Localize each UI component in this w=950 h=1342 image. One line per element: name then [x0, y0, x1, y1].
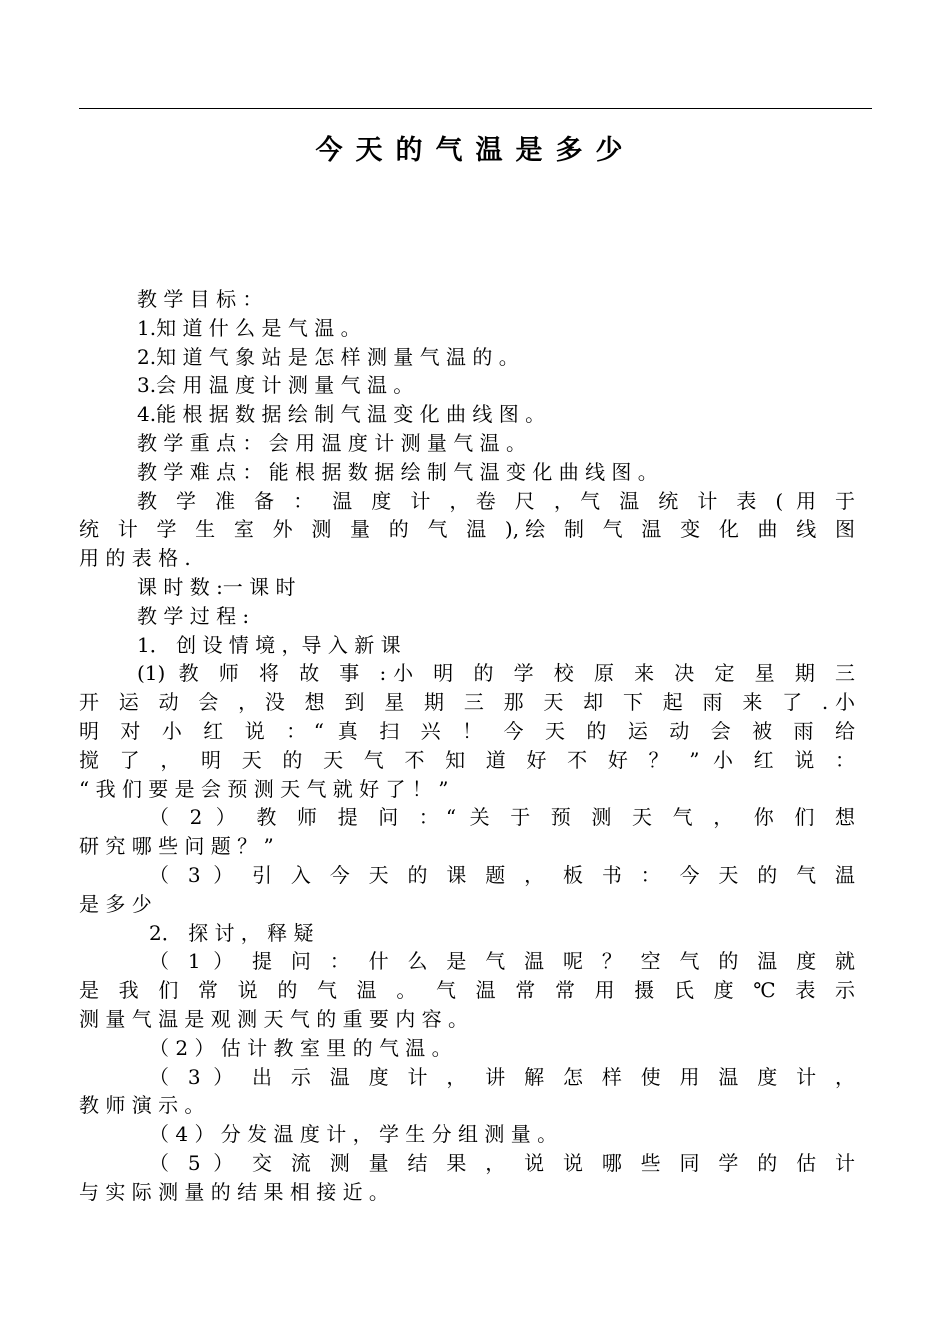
lesson-hours: 课 时 数 :一 课 时: [137, 574, 296, 599]
objectives-heading: 教 学 目 标 ：: [137, 287, 263, 311]
objective-item: 2.知 道 气 象 站 是 怎 样 测 量 气 温 的 。: [137, 344, 519, 369]
document-body: [79, 285, 855, 1207]
section-heading: 1． 创 设 情 境 ，导 入 新 课: [137, 632, 401, 657]
paragraph-line: 与 实 际 测 量 的 结 果 相 接 近 。: [79, 1179, 389, 1204]
paragraph-line: （ 2 ） 估 计 教 室 里 的 气 温 。: [149, 1035, 452, 1060]
paragraph-line: (1) 教 师 将 故 事 :小 明 的 学 校 原 来 决 定 星 期 三: [137, 661, 855, 686]
paragraph-line: 测 量 气 温 是 观 测 天 气 的 重 要 内 容 。: [79, 1006, 469, 1031]
paragraph-line: （ 3 ） 引 入 今 天 的 课 题 ， 板 书 ： 今 天 的 气 温: [149, 862, 855, 887]
preparation-line: 教 学 准 备 ： 温 度 计 ，卷 尺 ，气 温 统 计 表 ( 用 于: [137, 488, 855, 513]
paragraph-line: 是 多 少: [79, 891, 152, 916]
paragraph-line: 研 究 哪 些 问 题 ？ ”: [79, 834, 274, 859]
paragraph-line: “ 我 们 要 是 会 预 测 天 气 就 好 了 ！ ”: [79, 776, 449, 801]
paragraph-line: 教 师 演 示 。: [79, 1093, 205, 1118]
document-title: 今天的气温是多少: [315, 135, 636, 166]
difficulty-point: 教 学 难 点 ： 能 根 据 数 据 绘 制 气 温 变 化 曲 线 图 。: [137, 459, 658, 484]
objective-item: 4.能 根 据 数 据 绘 制 气 温 变 化 曲 线 图 。: [137, 402, 546, 427]
key-point: 教 学 重 点 ： 会 用 温 度 计 测 量 气 温 。: [137, 430, 527, 455]
preparation-line: 统 计 学 生 室 外 测 量 的 气 温 ),绘 制 气 温 变 化 曲 线 图: [79, 517, 855, 542]
section-heading: 2． 探 讨 ， 释 疑: [149, 920, 314, 945]
paragraph-line: 是 我 们 常 说 的 气 温 。 气 温 常 常 用 摄 氏 度 ℃ 表 示: [79, 978, 855, 1003]
paragraph-line: （ 2 ） 教 师 提 问 ：“ 关 于 预 测 天 气 ， 你 们 想: [149, 805, 855, 830]
paragraph-line: 搅 了 ， 明 天 的 天 气 不 知 道 好 不 好 ？ ” 小 红 说 ：: [79, 747, 855, 772]
objective-item: 3.会 用 温 度 计 测 量 气 温 。: [137, 373, 414, 398]
process-heading: 教 学 过 程 :: [137, 603, 250, 628]
paragraph-line: （ 4 ） 分 发 温 度 计 ， 学 生 分 组 测 量 。: [149, 1122, 558, 1147]
header-rule: [79, 108, 872, 109]
paragraph-line: （ 1 ） 提 问 ： 什 么 是 气 温 呢 ？ 空 气 的 温 度 就: [149, 949, 855, 974]
preparation-line: 用 的 表 格 .: [79, 546, 191, 571]
paragraph-line: 明 对 小 红 说 ：“ 真 扫 兴 ！ 今 天 的 运 动 会 被 雨 给: [79, 718, 855, 743]
paragraph-line: 开 运 动 会 ，没 想 到 星 期 三 那 天 却 下 起 雨 来 了 .小: [79, 690, 855, 715]
paragraph-line: （ 5 ） 交 流 测 量 结 果 ， 说 说 哪 些 同 学 的 估 计: [149, 1150, 855, 1175]
objective-item: 1.知 道 什 么 是 气 温 。: [137, 315, 361, 340]
paragraph-line: （ 3 ） 出 示 温 度 计 ， 讲 解 怎 样 使 用 温 度 计 ，: [149, 1064, 855, 1089]
